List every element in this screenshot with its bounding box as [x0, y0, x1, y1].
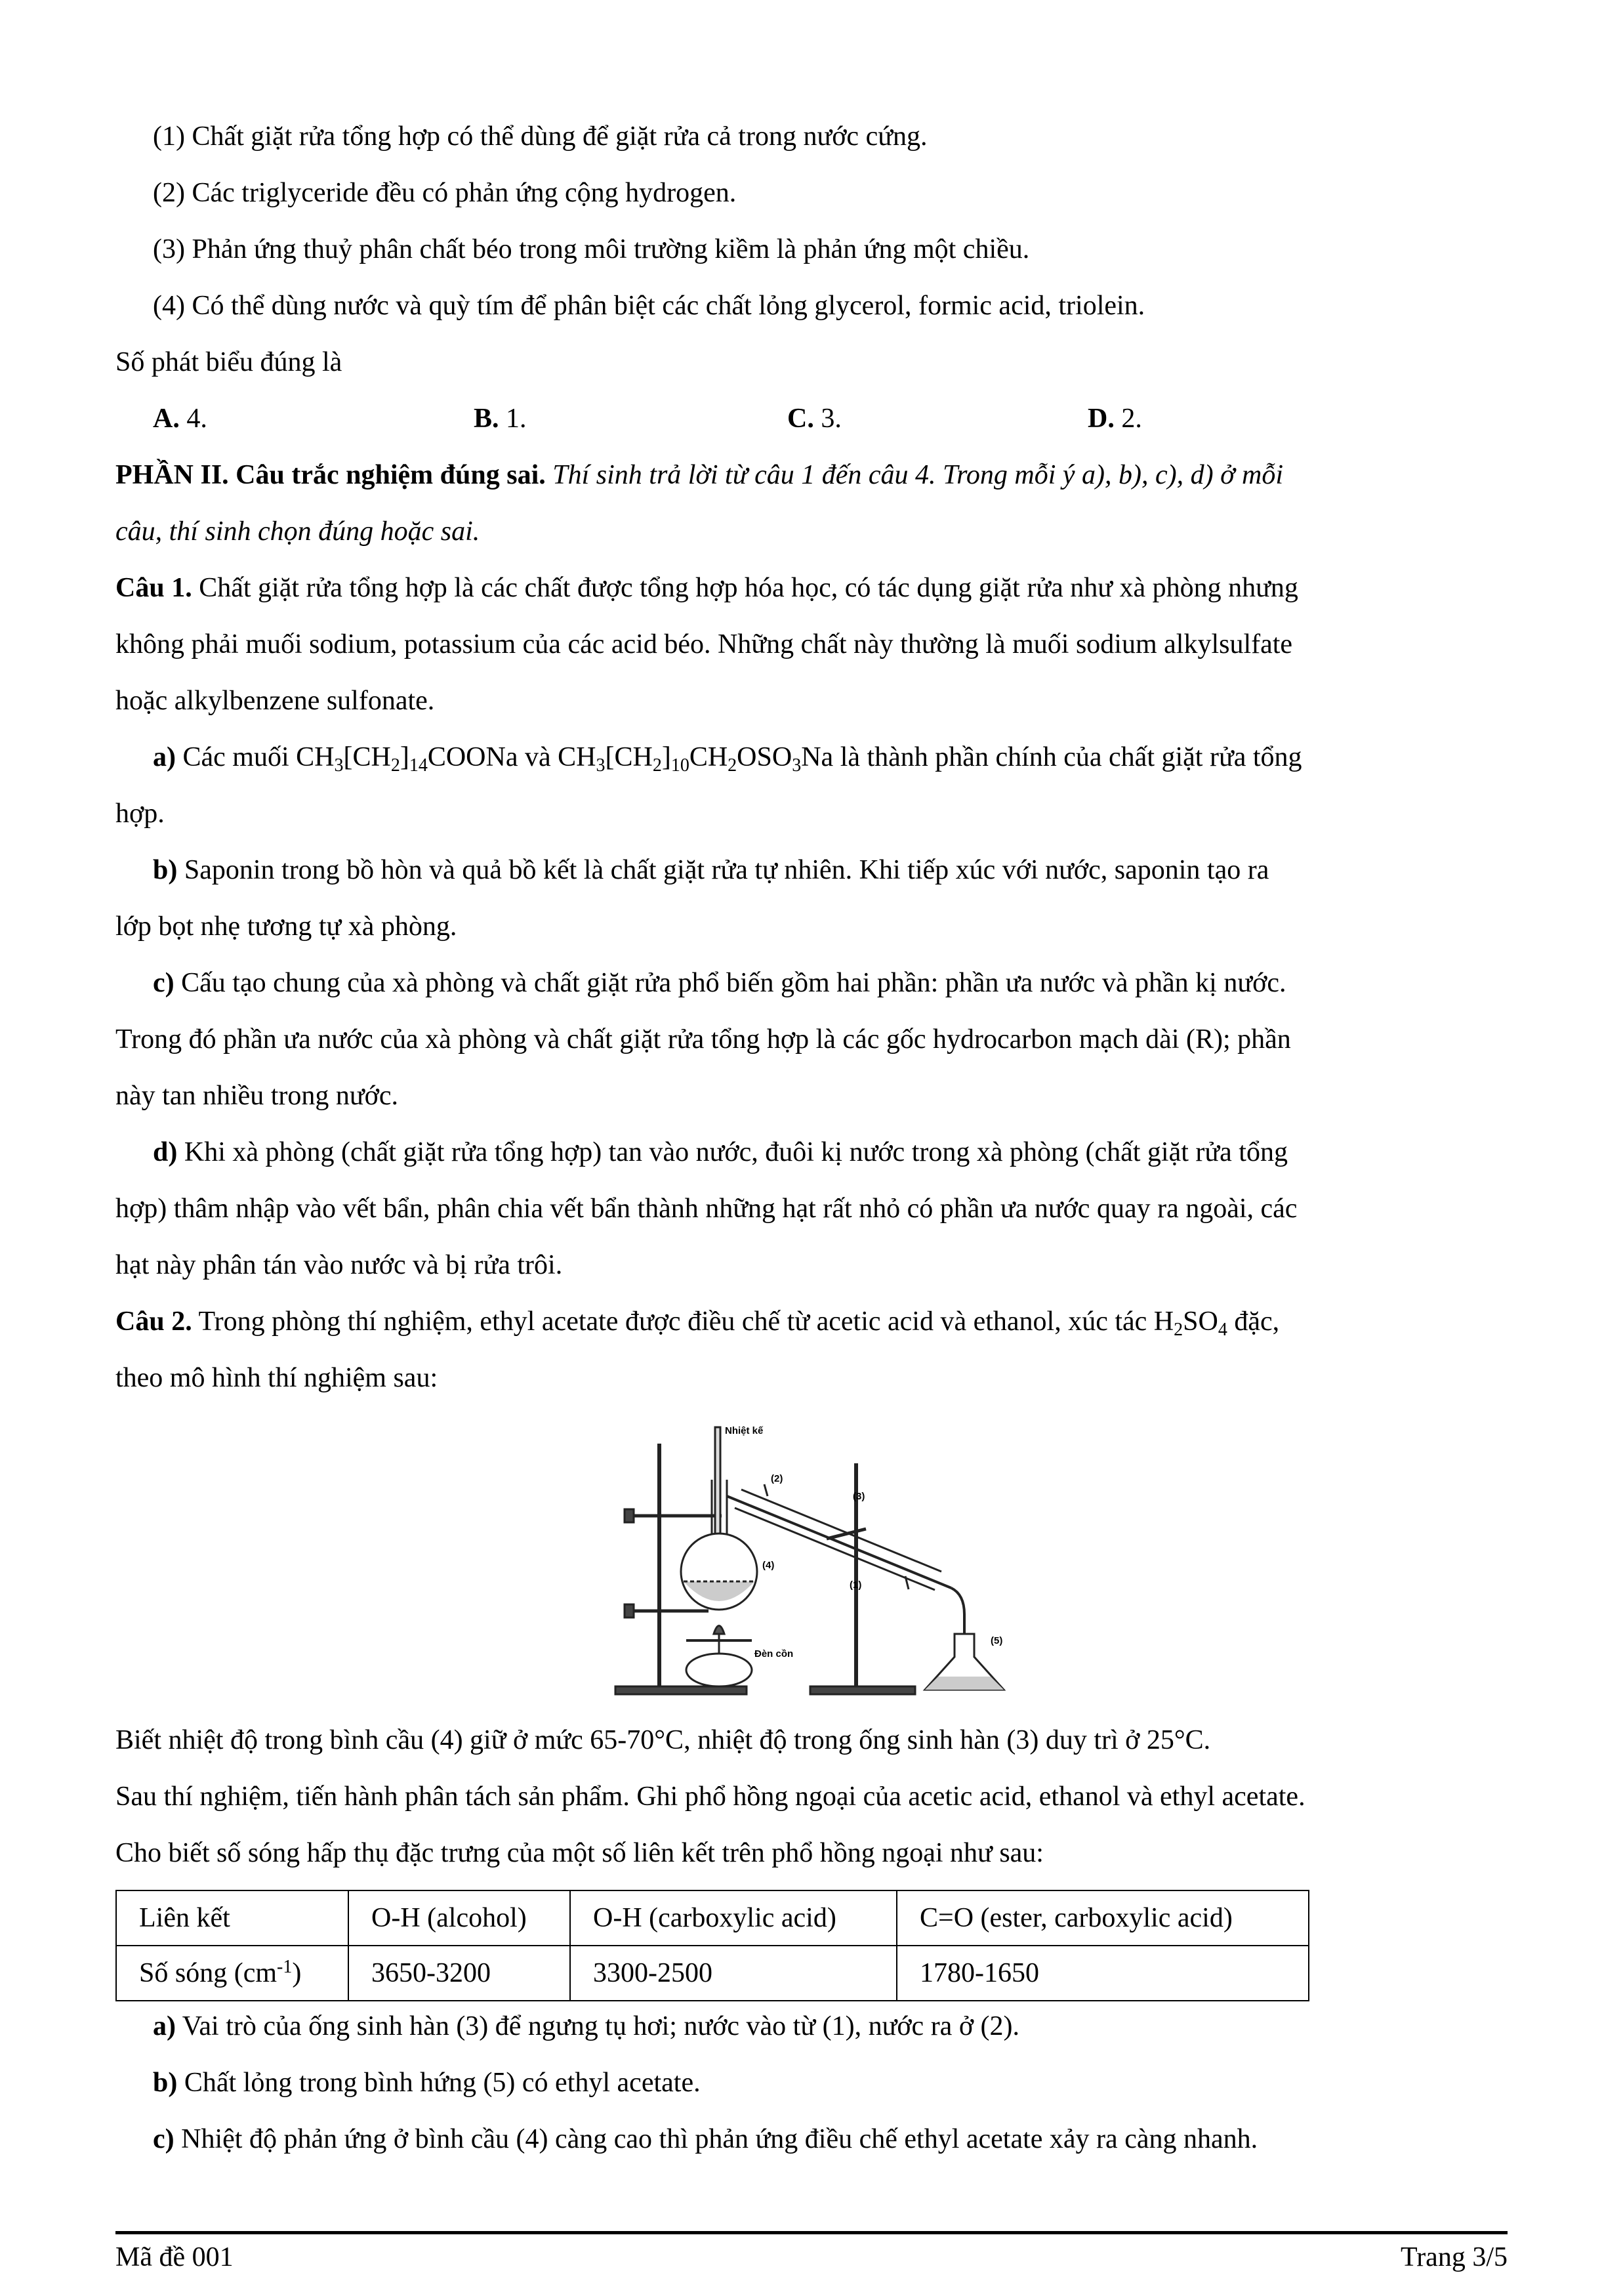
table-cell: Số sóng $(cm^{-1})$: [116, 1946, 348, 2001]
label-4: (4): [762, 1560, 775, 1571]
q2-item-a: a) Vai trò của ống sinh hàn (3) để ngưng tụ hơi; nước vào từ (1), nước ra ở (2).: [153, 2011, 1020, 2041]
q1-item-d-cont-2: hạt này phân tán vào nước và bị rửa trôi.: [115, 1250, 563, 1280]
option-b: B. 1.: [474, 404, 527, 434]
q1-item-c-cont-2: này tan nhiều trong nước.: [115, 1081, 399, 1111]
table-cell: C=O (ester, carboxylic acid): [897, 1890, 1309, 1946]
table-cell: 1780-1650: [897, 1946, 1309, 2001]
label-5: (5): [991, 1635, 1003, 1646]
table-cell: 3650-3200: [348, 1946, 570, 2001]
ir-wavenumber-table: [115, 1890, 1309, 2001]
statement-1: (1) Chất giặt rửa tổng hợp có thể dùng để giặt rửa cả trong nước cứng.: [153, 121, 928, 152]
q2-condition-1: Biết nhiệt độ trong bình cầu (4) giữ ở mức 65-70°C, nhiệt độ trong ống sinh hàn (3) duy trì ở 25°C.: [115, 1725, 1211, 1755]
statement-3: (3) Phản ứng thuỷ phân chất béo trong môi trường kiềm là phản ứng một chiều.: [153, 234, 1030, 264]
table-row: [116, 1946, 1309, 2001]
label-lamp: Đèn cồn: [754, 1648, 794, 1659]
q2-item-b: b) Chất lỏng trong bình hứng (5) có ethyl acetate.: [153, 2068, 701, 2098]
page-number: Trang 3/5: [1401, 2242, 1508, 2272]
q1-item-c: c) Cấu tạo chung của xà phòng và chất giặt rửa phổ biến gồm hai phần: phần ưa nước và phần kị nước.: [153, 968, 1286, 998]
q1-item-c-cont: Trong đó phần ưa nước của xà phòng và chất giặt rửa tổng hợp là các gốc hydrocarbon mạch dài (R); phần: [115, 1024, 1291, 1054]
condenser-tube: [727, 1496, 951, 1588]
q1-item-a: a) Các muối $CH_3[CH_2]_{14}COONa$ và $CH_3[CH_2]_{10}CH_2OSO_3Na$ là thành phần chính của chất giặt rửa tổng: [153, 742, 1302, 776]
q1-intro: Câu 1. Chất giặt rửa tổng hợp là các chất được tổng hợp hóa học, có tác dụng giặt rửa như xà phòng nhưng: [115, 573, 1298, 603]
label-2: (2): [771, 1473, 783, 1484]
q2-condition-2: Sau thí nghiệm, tiến hành phân tách sản phẩm. Ghi phổ hồng ngoại của acetic acid, ethanol và ethyl acetate.: [115, 1782, 1305, 1812]
option-d: D. 2.: [1088, 404, 1142, 434]
label-1: (1): [850, 1579, 862, 1591]
table-cell: 3300-2500: [570, 1946, 897, 2001]
q1-item-d: d) Khi xà phòng (chất giặt rửa tổng hợp) tan vào nước, đuôi kị nước trong xà phòng (chất giặt rửa tổng: [153, 1137, 1288, 1167]
q2-condition-3: Cho biết số sóng hấp thụ đặc trưng của một số liên kết trên phổ hồng ngoại như sau:: [115, 1838, 1044, 1868]
table-cell: O-H (alcohol): [348, 1890, 570, 1946]
q1-item-b: b) Saponin trong bồ hòn và quả bồ kết là chất giặt rửa tự nhiên. Khi tiếp xúc với nước, saponin tạo ra: [153, 855, 1269, 885]
alcohol-lamp: [686, 1654, 752, 1686]
part2-heading: PHẦN II. Câu trắc nghiệm đúng sai. Thí sinh trả lời từ câu 1 đến câu 4. Trong mỗi ý a), b), c), d) ở mỗi: [115, 460, 1284, 490]
statement-4: (4) Có thể dùng nước và quỳ tím để phân biệt các chất lỏng glycerol, formic acid, triolein.: [153, 291, 1145, 321]
q2-item-c: c) Nhiệt độ phản ứng ở bình cầu (4) càng cao thì phản ứng điều chế ethyl acetate xảy ra càng nhanh.: [153, 2124, 1258, 2154]
q1-intro-3: hoặc alkylbenzene sulfonate.: [115, 686, 435, 716]
apparatus-drawing: [610, 1424, 1023, 1700]
left-stand-base: [615, 1686, 747, 1694]
statement-2: (2) Các triglyceride đều có phản ứng cộng hydrogen.: [153, 178, 737, 208]
label-thermometer: Nhiệt kế: [725, 1425, 764, 1436]
label-3: (3): [853, 1491, 865, 1502]
right-stand-base: [810, 1686, 915, 1694]
q2-intro: Câu 2. Trong phòng thí nghiệm, ethyl acetate được điều chế từ acetic acid và ethanol, xúc tác $H_2SO_4$ đặc,: [115, 1306, 1280, 1340]
question-prompt: Số phát biểu đúng là: [115, 347, 342, 377]
option-a: A. 4.: [153, 404, 207, 434]
exam-code: Mã đề 001: [115, 2242, 234, 2272]
q1-item-b-cont: lớp bọt nhẹ tương tự xà phòng.: [115, 911, 457, 942]
option-c: C. 3.: [787, 404, 842, 434]
part2-instruction: câu, thí sinh chọn đúng hoặc sai.: [115, 516, 480, 547]
q1-item-a-cont: hợp.: [115, 799, 165, 829]
q2-intro-2: theo mô hình thí nghiệm sau:: [115, 1363, 438, 1393]
footer-divider: [115, 2231, 1508, 2234]
table-cell: Liên kết: [116, 1890, 348, 1946]
table-cell: O-H (carboxylic acid): [570, 1890, 897, 1946]
table-header-row: [116, 1890, 1309, 1946]
q1-intro-2: không phải muối sodium, potassium của các acid béo. Những chất này thường là muối sodium alkylsulfate: [115, 629, 1293, 659]
distillation-apparatus-figure: [610, 1424, 1023, 1700]
q1-item-d-cont: hợp) thâm nhập vào vết bẩn, phân chia vết bẩn thành những hạt rất nhỏ có phần ưa nước quay ra ngoài, các: [115, 1194, 1298, 1224]
thermometer: [715, 1427, 720, 1539]
